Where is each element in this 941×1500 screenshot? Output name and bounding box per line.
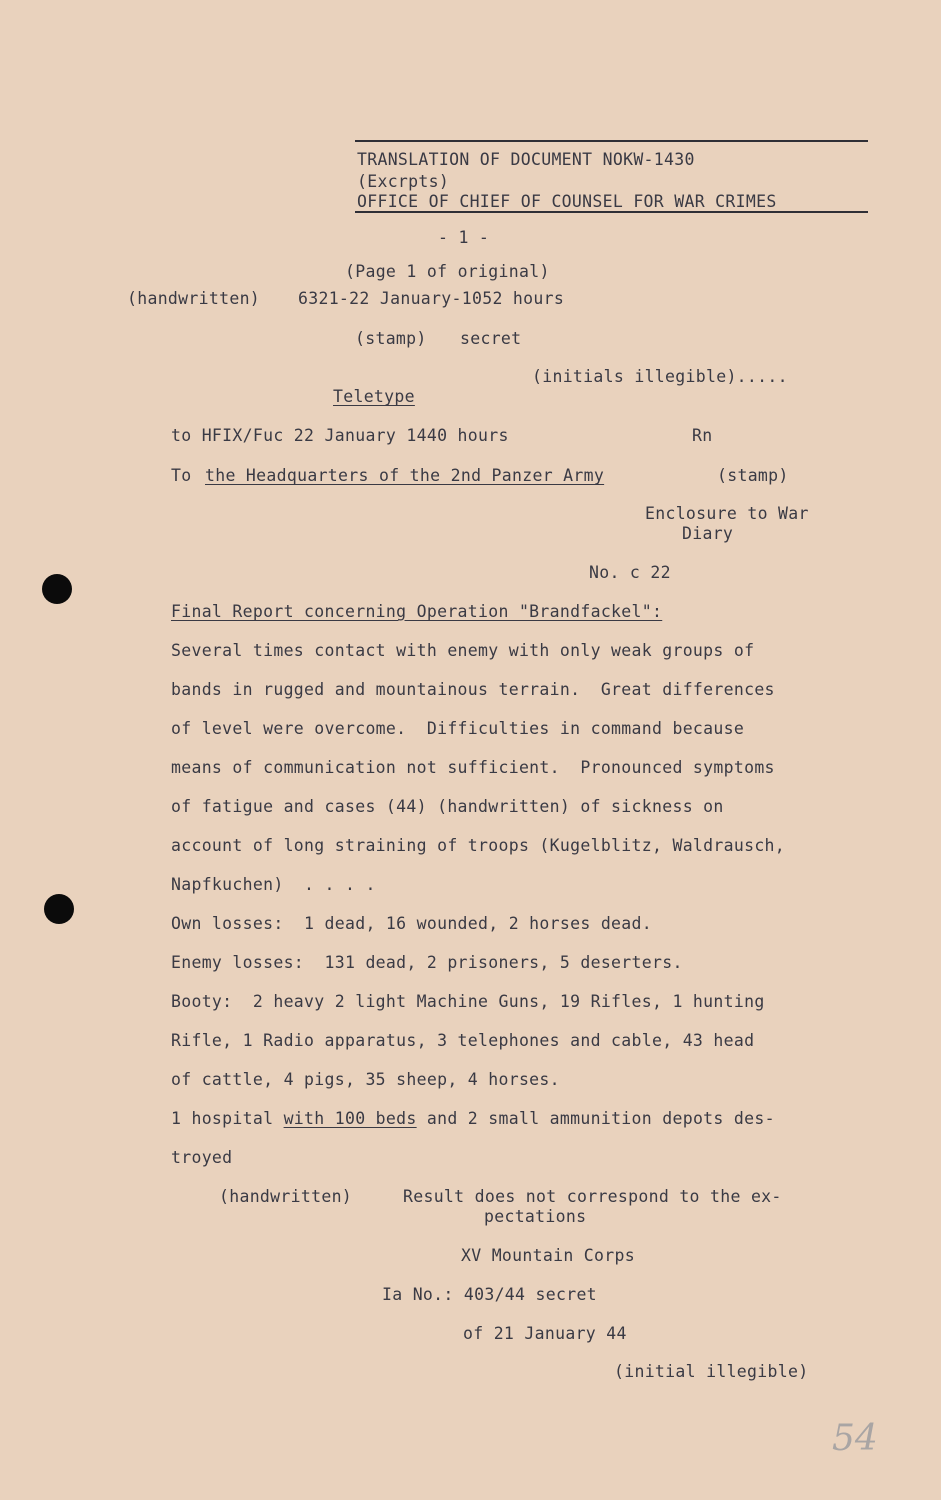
initial-illegible: (initial illegible) <box>614 1362 809 1381</box>
teletype-heading: Teletype <box>333 387 415 406</box>
booty-line: Booty: 2 heavy 2 light Machine Guns, 19 Rifles, 1 hunting <box>171 992 765 1011</box>
stamp-label-2: (stamp) <box>717 466 789 485</box>
booty-line: Rifle, 1 Radio apparatus, 3 telephones and cable, 43 head <box>171 1031 755 1050</box>
initials-line: (initials illegible)..... <box>532 367 788 386</box>
stamp-text: secret <box>460 329 522 348</box>
enclosure-line-1: Enclosure to War <box>645 504 809 523</box>
document-title: TRANSLATION OF DOCUMENT NOKW-1430 <box>357 150 695 169</box>
punch-hole <box>44 894 74 924</box>
hospital-line <box>171 1109 775 1129</box>
report-line: account of long straining of troops (Kugelblitz, Waldrausch, <box>171 836 786 855</box>
hospital-text: 1 hospital <box>171 1109 284 1128</box>
report-line: means of communication not sufficient. Pronounced symptoms <box>171 758 775 777</box>
enemy-losses-line: Enemy losses: 131 dead, 2 prisoners, 5 deserters. <box>171 953 683 972</box>
punch-hole <box>42 574 72 604</box>
header-rule-top <box>355 140 868 142</box>
hospital-depots: and 2 small ammunition depots des- <box>416 1109 775 1128</box>
handwritten-ref: 6321-22 January-1052 hours <box>298 289 565 308</box>
report-line: Napfkuchen) . . . . <box>171 875 376 894</box>
enclosure-line-2: Diary <box>682 524 734 543</box>
office-line: OFFICE OF CHIEF OF COUNSEL FOR WAR CRIMES <box>357 192 777 211</box>
report-line: bands in rugged and mountainous terrain. Great differences <box>171 680 775 699</box>
result-line-1: Result does not correspond to the ex- <box>403 1187 782 1206</box>
booty-line: of cattle, 4 pigs, 35 sheep, 4 horses. <box>171 1070 560 1089</box>
date-line: of 21 January 44 <box>463 1324 627 1343</box>
report-line: Several times contact with enemy with only weak groups of <box>171 641 755 660</box>
rn-mark: Rn <box>692 426 713 445</box>
hospital-line-2: troyed <box>171 1148 233 1167</box>
report-line: of fatigue and cases (44) (handwritten) of sickness on <box>171 797 724 816</box>
handwritten-label: (handwritten) <box>127 289 261 308</box>
page-of-original: (Page 1 of original) <box>345 262 550 281</box>
report-heading: Final Report concerning Operation "Brandfackel": <box>171 602 663 621</box>
header-rule-bottom <box>355 211 868 213</box>
result-line-2: pectations <box>484 1207 587 1226</box>
to-line: to HFIX/Fuc 22 January 1440 hours <box>171 426 509 445</box>
document-subtitle: (Excrpts) <box>357 172 450 191</box>
to-prefix: To <box>171 466 192 485</box>
footer-handwritten-label: (handwritten) <box>219 1187 353 1206</box>
headquarters: the Headquarters of the 2nd Panzer Army <box>205 466 605 485</box>
document-number: No. c 22 <box>589 563 671 582</box>
hospital-beds: with 100 beds <box>283 1109 417 1128</box>
report-line: of level were overcome. Difficulties in command because <box>171 719 745 738</box>
page-marker: - 1 - <box>438 228 490 247</box>
page-number: 54 <box>832 1418 878 1459</box>
corps-line: XV Mountain Corps <box>461 1246 635 1265</box>
stamp-label: (stamp) <box>355 329 427 348</box>
ia-number: Ia No.: 403/44 secret <box>382 1285 597 1304</box>
own-losses-line: Own losses: 1 dead, 16 wounded, 2 horses dead. <box>171 914 652 933</box>
